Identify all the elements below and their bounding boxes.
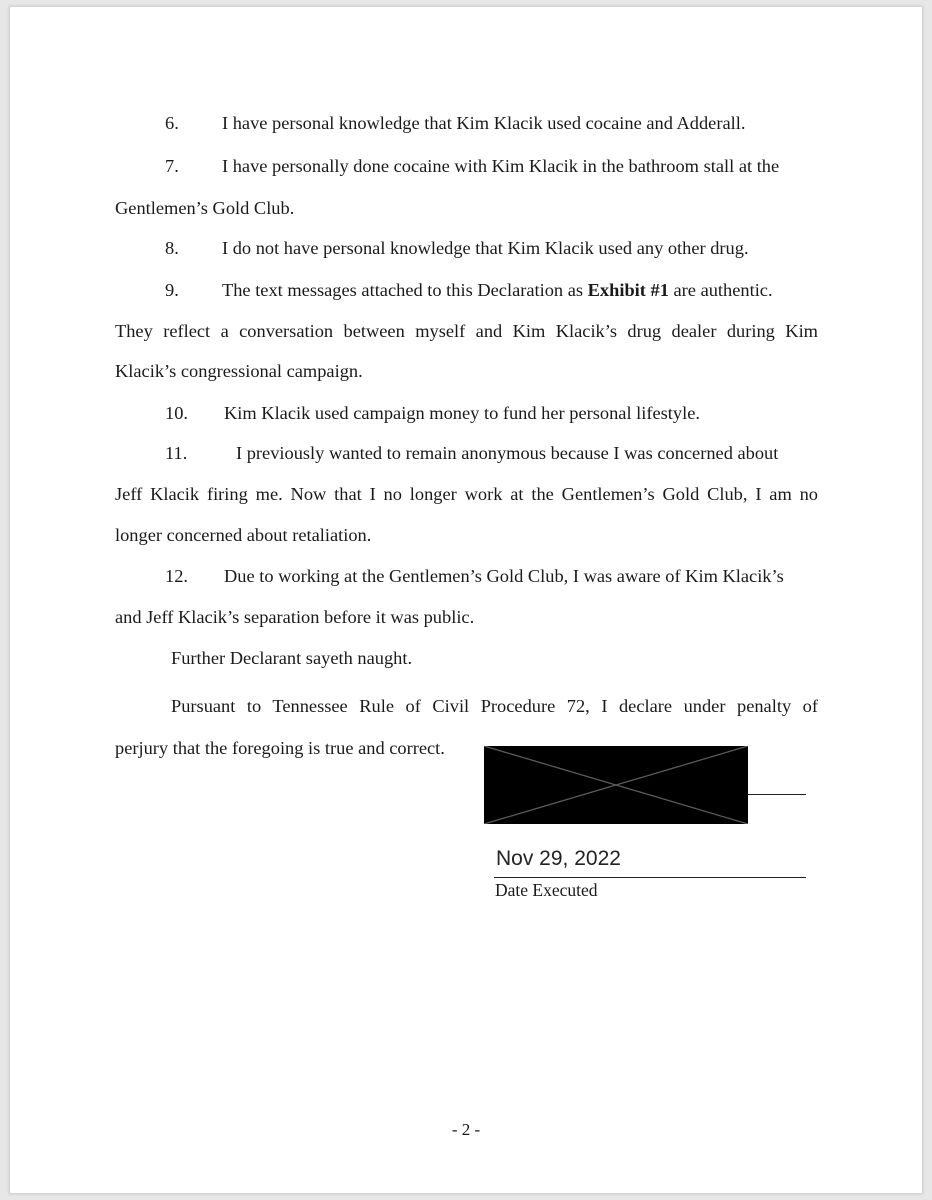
paragraph-number-6: 6. [165,113,179,133]
paragraph-number-11: 11. [165,443,188,463]
pursuant-line-1: Pursuant to Tennessee Rule of Civil Procedure 72, I declare under penalty of [171,696,818,716]
paragraph-number-12: 12. [165,566,188,586]
closing-statement: Further Declarant sayeth naught. [171,648,413,668]
paragraph-9-line-3: Klacik’s congressional campaign. [115,361,363,381]
document-page [9,6,923,1194]
redacted-signature [484,746,748,824]
paragraph-12-line-2: and Jeff Klacik’s separation before it was public. [115,607,475,627]
paragraph-number-7: 7. [165,156,179,176]
paragraph-9-line-1 [222,279,773,301]
paragraph-11-line-2: Jeff Klacik firing me. Now that I no longer work at the Gentlemen’s Gold Club, I am no [115,484,818,504]
paragraph-10-text: Kim Klacik used campaign money to fund her personal lifestyle. [224,403,700,423]
paragraph-9-line-1-after: are authentic. [673,280,773,300]
date-line [494,877,806,878]
paragraph-9-line-1-before: The text messages attached to this Declaration as [222,280,584,300]
paragraph-number-10: 10. [165,403,188,423]
paragraph-9-line-2: They reflect a conversation between myself and Kim Klacik’s drug dealer during Kim [115,321,818,341]
paragraph-number-8: 8. [165,238,179,258]
signature-line [748,794,806,795]
paragraph-7-line-2: Gentlemen’s Gold Club. [115,198,295,218]
paragraph-7-line-1: I have personally done cocaine with Kim Klacik in the bathroom stall at the [222,156,780,176]
paragraph-number-9: 9. [165,280,179,300]
paragraph-6-text: I have personal knowledge that Kim Klacik used cocaine and Adderall. [222,113,746,133]
exhibit-reference: Exhibit #1 [587,280,669,300]
paragraph-11-line-3: longer concerned about retaliation. [115,525,372,545]
page-number: - 2 - [451,1120,481,1139]
redaction-cross-icon [484,746,748,824]
date-executed-label: Date Executed [495,880,598,900]
paragraph-11-line-1: I previously wanted to remain anonymous because I was concerned about [236,443,779,463]
paragraph-8-text: I do not have personal knowledge that Kim Klacik used any other drug. [222,238,749,258]
date-executed-value: Nov 29, 2022 [496,847,621,870]
pursuant-line-2: perjury that the foregoing is true and correct. [115,738,445,758]
paragraph-12-line-1: Due to working at the Gentlemen’s Gold Club, I was aware of Kim Klacik’s [224,566,784,586]
